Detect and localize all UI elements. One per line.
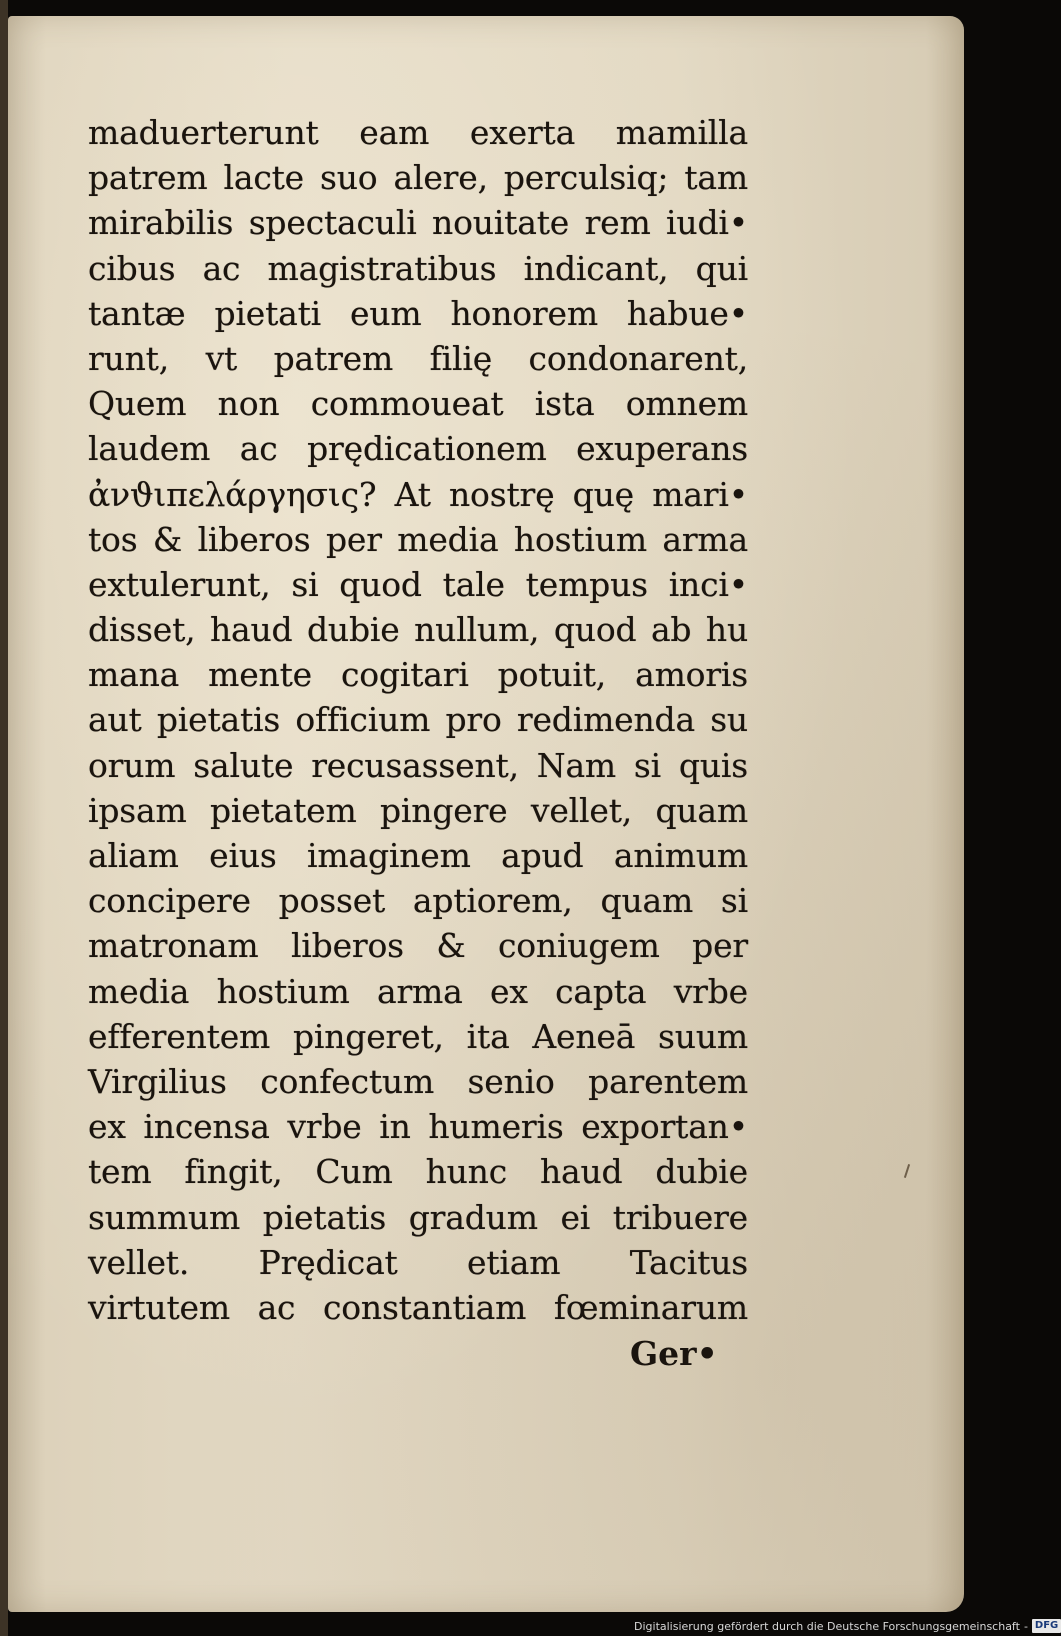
text-line: orum salute recusassent, Nam si quis bbox=[88, 745, 748, 785]
text-line: laudem ac prędicationem exuperans bbox=[88, 429, 748, 469]
text-line: tantæ pietati eum honorem habue• bbox=[88, 293, 748, 333]
text-block bbox=[88, 110, 748, 1330]
text-line: matronam liberos & coniugem per bbox=[88, 926, 748, 966]
text-line: ipsam pietatem pingere vellet, quam bbox=[88, 790, 748, 830]
text-line: runt, vt patrem filię condonarent, bbox=[88, 338, 748, 378]
text-line: aut pietatis officium pro redimenda su bbox=[88, 700, 748, 740]
dfg-logo-icon: DFG bbox=[1032, 1619, 1061, 1633]
text-line: tem fingit, Cum hunc haud dubie bbox=[88, 1152, 748, 1192]
footer-credit-text: Digitalisierung gefördert durch die Deutsche Forschungsgemeinschaft bbox=[634, 1619, 1020, 1633]
text-line: vellet. Prędicat etiam Tacitus bbox=[88, 1242, 748, 1282]
book-page bbox=[8, 16, 964, 1612]
text-line: mana mente cogitari potuit, amoris bbox=[88, 655, 748, 695]
text-line: ex incensa vrbe in humeris exportan• bbox=[88, 1107, 748, 1147]
text-line: aliam eius imaginem apud animum bbox=[88, 836, 748, 875]
footer-separator: - bbox=[1023, 1619, 1028, 1633]
text-line: extulerunt, si quod tale tempus inci• bbox=[88, 564, 748, 604]
text-line: media hostium arma ex capta vrbe bbox=[88, 971, 748, 1011]
catchword: Ger• bbox=[630, 1334, 718, 1373]
book-spine-edge bbox=[0, 0, 8, 1636]
text-line: tos & liberos per media hostium arma bbox=[88, 519, 748, 559]
text-line: ἀνϑιπελάργησις? At nostrę quę mari• bbox=[88, 474, 748, 514]
paper-mark bbox=[904, 1164, 910, 1178]
text-line: summum pietatis gradum ei tribuere bbox=[88, 1197, 748, 1237]
text-line: cibus ac magistratibus indicant, qui bbox=[88, 248, 748, 288]
text-line: mirabilis spectaculi nouitate rem iudi• bbox=[88, 203, 748, 243]
text-line: Quem non commoueat ista omnem bbox=[88, 384, 748, 424]
text-line: disset, haud dubie nullum, quod ab hu bbox=[88, 610, 748, 650]
text-line: patrem lacte suo alere, perculsiq; tam bbox=[88, 158, 748, 198]
text-line: maduerterunt eam exerta mamilla bbox=[88, 113, 748, 152]
text-line: virtutem ac constantiam fœminarum bbox=[88, 1287, 748, 1327]
text-line: Virgilius confectum senio parentem bbox=[88, 1061, 748, 1101]
text-line: efferentem pingeret, ita Aeneā suum bbox=[88, 1016, 748, 1056]
digitization-footer bbox=[634, 1616, 1061, 1636]
text-line: concipere posset aptiorem, quam si bbox=[88, 881, 748, 921]
